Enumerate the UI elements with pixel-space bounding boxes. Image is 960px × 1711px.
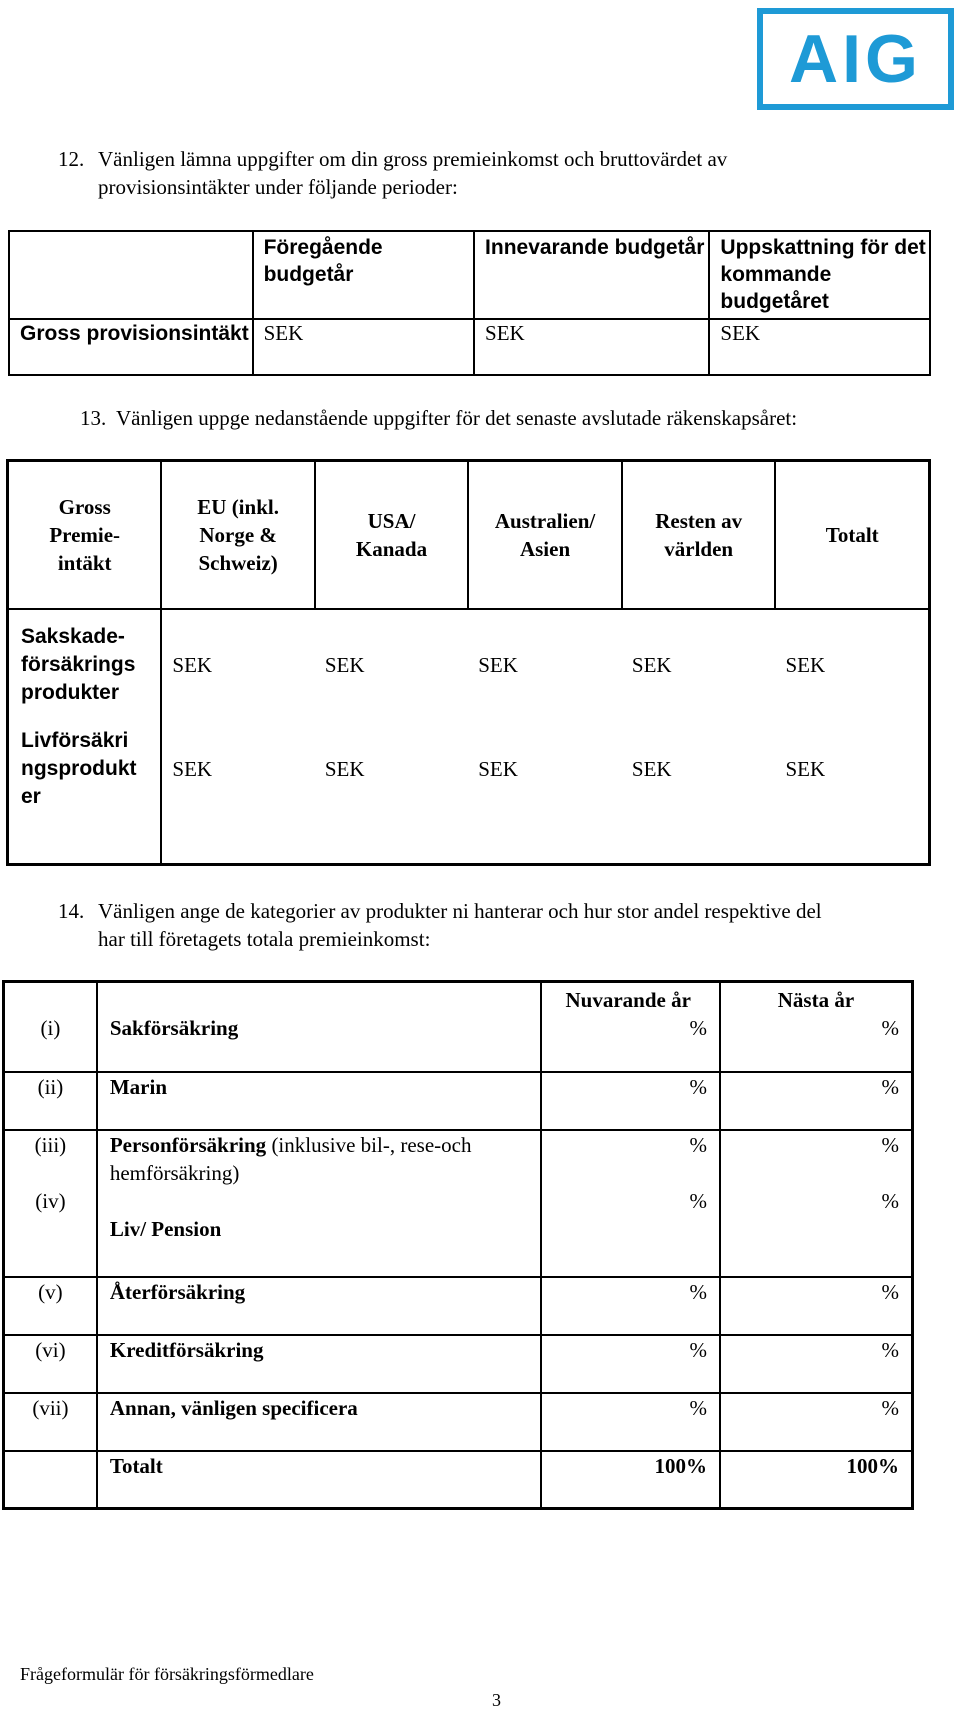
column-header: Totalt	[825, 522, 879, 547]
percent-field[interactable]: %	[881, 1395, 899, 1420]
row-label: Annan, vänligen specificera	[109, 1395, 358, 1420]
corner-header: Gross Premie-intäkt	[49, 494, 121, 575]
value-field[interactable]: SEK	[720, 321, 761, 345]
row-label-extra: (inklusive bil-, rese-och hemförsäkring)	[109, 1132, 472, 1185]
column-header: Australien/ Asien	[494, 508, 596, 561]
page-number: 3	[492, 1690, 501, 1710]
question-text-line1: Vänligen lämna uppgifter om din gross premieinkomst och bruttovärdet av	[98, 147, 728, 171]
row-roman: (i)	[40, 1015, 61, 1040]
question-text-line1: Vänligen ange de kategorier av produkter ni hanterar och hur stor andel respektive del	[98, 899, 822, 923]
percent-field[interactable]: %	[689, 1188, 707, 1213]
value-field[interactable]: SEK	[631, 756, 672, 781]
question-14	[58, 897, 948, 957]
row-roman: (iv)	[35, 1188, 66, 1213]
question-number: 14.	[58, 899, 85, 923]
value-field[interactable]: SEK	[485, 321, 525, 345]
row-label: Sakskade-försäkrings produkter	[21, 625, 136, 704]
value-field[interactable]: SEK	[785, 756, 826, 781]
question-text: Vänligen uppge nedanstående uppgifter för det senaste avslutade räkenskapsåret:	[116, 406, 798, 430]
premium-income-region-table	[6, 459, 931, 866]
column-header: Föregående budgetår	[263, 236, 383, 286]
provision-income-table	[8, 230, 931, 376]
question-number: 13.	[80, 406, 107, 430]
percent-field[interactable]: %	[881, 1188, 899, 1213]
value-field[interactable]: SEK	[172, 653, 213, 677]
row-label: Personförsäkring	[109, 1132, 267, 1157]
total-label: Totalt	[109, 1453, 163, 1478]
percent-field[interactable]: %	[881, 1015, 899, 1040]
value-field[interactable]: SEK	[263, 321, 304, 345]
percent-field[interactable]: %	[689, 1395, 707, 1420]
row-label: Kreditförsäkring	[109, 1337, 264, 1362]
percent-field[interactable]: %	[881, 1074, 899, 1099]
row-label: Återförsäkring	[109, 1279, 246, 1304]
value-field[interactable]: SEK	[785, 653, 826, 677]
column-header: Resten av världen	[655, 508, 743, 561]
row-label: Liv/ Pension	[109, 1216, 222, 1241]
value-field[interactable]: SEK	[478, 756, 518, 781]
percent-field[interactable]: %	[881, 1337, 899, 1362]
percent-field[interactable]: %	[689, 1015, 707, 1040]
percent-field[interactable]: %	[689, 1074, 707, 1099]
value-field[interactable]: SEK	[324, 756, 365, 781]
value-field[interactable]: SEK	[324, 653, 365, 677]
row-roman: (iii)	[34, 1132, 67, 1157]
product-category-table	[2, 980, 914, 1510]
row-label: Sakförsäkring	[109, 1015, 239, 1040]
empty-cell	[9, 231, 253, 319]
value-field[interactable]: SEK	[172, 756, 213, 781]
aig-logo: AIG	[757, 8, 954, 110]
column-header: Innevarande budgetår	[485, 236, 705, 259]
question-12	[58, 145, 938, 205]
row-label: Marin	[109, 1074, 168, 1099]
row-label: Livförsäkri ngsprodukt er	[21, 728, 137, 808]
percent-field[interactable]: %	[881, 1279, 899, 1304]
footer-text: Frågeformulär för försäkringsförmedlare	[20, 1664, 314, 1684]
value-field[interactable]: SEK	[631, 653, 672, 677]
percent-field[interactable]: %	[689, 1337, 707, 1362]
question-number: 12.	[58, 147, 85, 171]
column-header-current-year: Nuvarande år	[565, 987, 691, 1012]
column-header: Uppskattning för det kommande budgetåret	[720, 236, 926, 313]
value-field[interactable]: SEK	[478, 653, 518, 677]
row-roman: (vii)	[32, 1395, 69, 1420]
column-header: EU (inkl. Norge & Schweiz)	[197, 494, 279, 575]
row-roman: (v)	[38, 1279, 63, 1304]
percent-field[interactable]: %	[881, 1132, 899, 1157]
total-current: 100%	[654, 1453, 707, 1478]
percent-field[interactable]: %	[689, 1279, 707, 1304]
row-roman: (ii)	[37, 1074, 64, 1099]
question-text-line2: har till företagets totala premieinkomst:	[98, 927, 431, 951]
percent-field[interactable]: %	[689, 1132, 707, 1157]
question-text-line2: provisionsintäkter under följande perioder:	[98, 175, 458, 199]
column-header-next-year: Nästa år	[777, 987, 855, 1012]
total-next: 100%	[846, 1453, 899, 1478]
question-13	[80, 404, 940, 434]
row-roman: (vi)	[35, 1337, 66, 1362]
row-label: Gross provisionsintäkt	[20, 322, 249, 345]
column-header: USA/ Kanada	[355, 508, 428, 561]
